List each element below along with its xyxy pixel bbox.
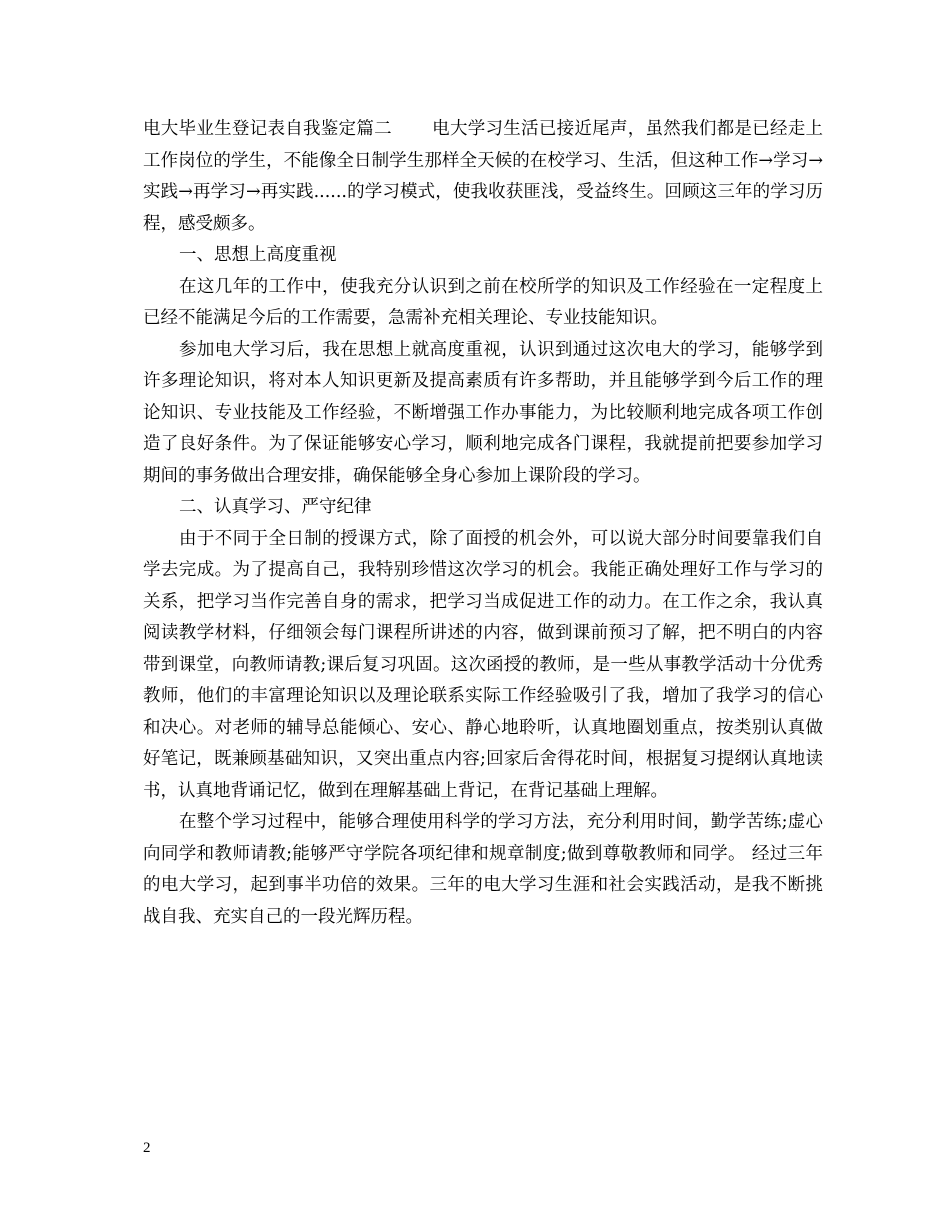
paragraph-1: 在这几年的工作中，使我充分认识到之前在校所学的知识及工作经验在一定程度上已经不能满足今后的工作需要，急需补充相关理论、专业技能知识。 [143,276,823,328]
intro-text: 电大学习生活已接近尾声，虽然我们都是已经走上工作岗位的学生，不能像全日制学生那样全天候的在校学习、生活，但这种工作→学习→实践→再学习→再实践......的学习模式，使我收获匪浅，受益终生。回顾这三年的学习历程，感受颇多。 [143,119,824,234]
document-body [143,114,823,933]
section-heading-2: 二、认真学习、严守纪律 [179,497,372,517]
intro-paragraph [143,114,823,240]
page-number: 2 [143,1140,151,1156]
section-heading-1: 一、思想上高度重视 [179,245,337,265]
paragraph-2: 参加电大学习后，我在思想上就高度重视，认识到通过这次电大的学习，能够学到许多理论知识，将对本人知识更新及提高素质有许多帮助，并且能够学到今后工作的理论知识、专业技能及工作经验，不断增强工作办事能力，为比较顺利地完成各项工作创造了良好条件。为了保证能够安心学习，顺利地完成各门课程，我就提前把要参加学习期间的事务做出合理安排，确保能够全身心参加上课阶段的学习。 [143,339,823,486]
paragraph-4: 在整个学习过程中，能够合理使用科学的学习方法，充分利用时间，勤学苦练;虚心向同学和教师请教;能够严守学院各项纪律和规章制度;做到尊敬教师和同学。 经过三年的电大学习，起到事半功倍的效果。三年的电大学习生涯和社会实践活动，是我不断挑战自我、充实自己的一段光辉历程。 [143,812,823,927]
document-title: 电大毕业生登记表自我鉴定篇二 [143,119,392,139]
paragraph-3: 由于不同于全日制的授课方式，除了面授的机会外，可以说大部分时间要靠我们自学去完成。为了提高自己，我特别珍惜这次学习的机会。我能正确处理好工作与学习的关系，把学习当作完善自身的需求，把学习当成促进工作的动力。在工作之余，我认真阅读教学材料，仔细领会每门课程所讲述的内容，做到课前预习了解，把不明白的内容带到课堂，向教师请教;课后复习巩固。这次函授的教师，是一些从事教学活动十分优秀教师，他们的丰富理论知识以及理论联系实际工作经验吸引了我，增加了我学习的信心和决心。对老师的辅导总能倾心、安心、静心地聆听，认真地圈划重点，按类别认真做好笔记，既兼顾基础知识，又突出重点内容;回家后舍得花时间，根据复习提纲认真地读书，认真地背诵记忆，做到在理解基础上背记，在背记基础上理解。 [143,528,823,801]
